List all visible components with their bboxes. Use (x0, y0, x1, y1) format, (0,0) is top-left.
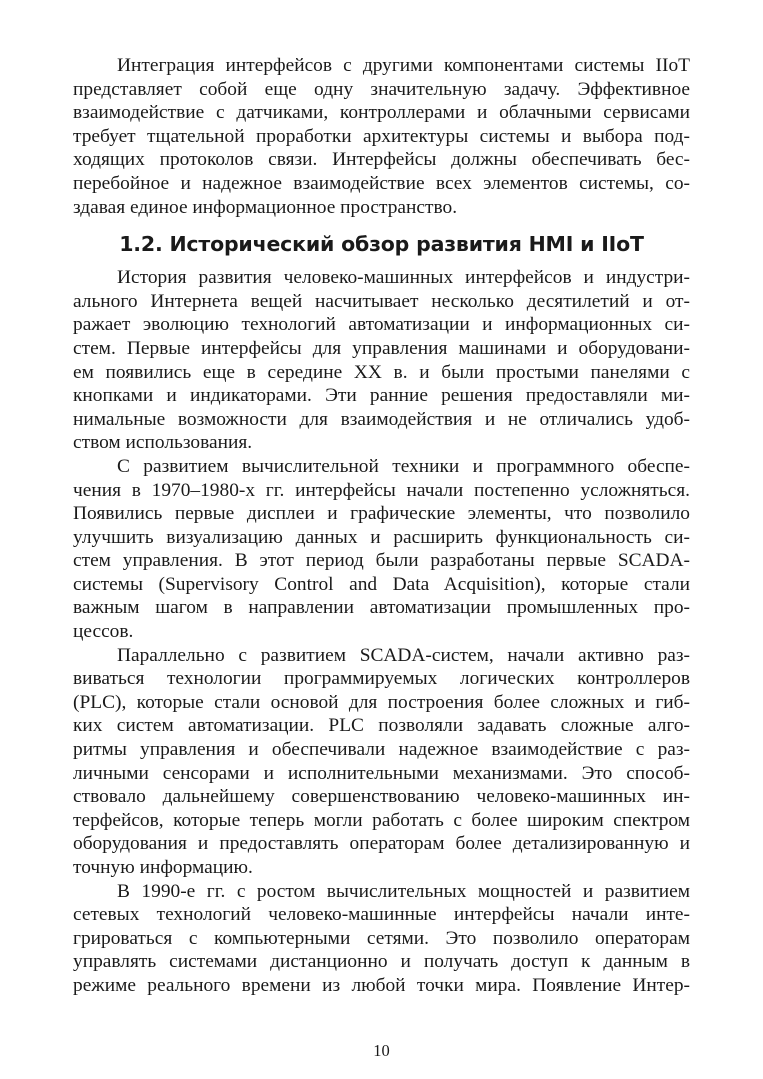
text-line: взаимодействие с датчиками, контроллерами и облачными сервисами (73, 102, 690, 124)
text-line: улучшить визуализацию данных и расширить функциональность си- (73, 526, 690, 548)
text-line: ем появились еще в середине XX в. и были простыми панелями с (73, 361, 690, 383)
intro-paragraph (73, 54, 690, 219)
text-line: стем. Первые интерфейсы для управления машинами и оборудовани- (73, 337, 690, 359)
text-line: личными сенсорами и исполнительными механизмами. Это способ- (73, 762, 690, 784)
text-line: стем управления. В этот период были разработаны первые SCADA- (73, 550, 690, 572)
text-line: Параллельно с развитием SCADA-систем, начали активно раз- (117, 644, 690, 666)
text-line: управлять системами дистанционно и получать доступ к данным в (73, 951, 690, 973)
text-line: кнопками и индикаторами. Эти ранние решения предоставляли ми- (73, 385, 690, 407)
page-number: 10 (373, 1041, 390, 1060)
text-line: С развитием вычислительной техники и программного обеспе- (117, 455, 690, 477)
text-line: Интеграция интерфейсов с другими компонентами системы IIoT (117, 55, 690, 76)
text-line: здавая единое информационное пространство. (73, 196, 458, 218)
paragraph-scada (73, 455, 690, 644)
text-line: перебойное и надежное взаимодействие всех элементов системы, со- (73, 172, 690, 194)
text-line: ством использования. (73, 432, 253, 454)
text-line: (PLC), которые стали основой для построения более сложных и гиб- (73, 691, 690, 713)
text-line: грироваться с компьютерными сетями. Это позволило операторам (73, 927, 690, 949)
text-line: В 1990-е гг. с ростом вычислительных мощностей и развитием (117, 880, 690, 902)
text-line: ствовало дальнейшему совершенствованию человеко-машинных ин- (73, 786, 690, 808)
text-line: важным шагом в направлении автоматизации промышленных про- (73, 597, 690, 619)
text-line: ких систем автоматизации. PLC позволяли задавать сложные алго- (73, 715, 690, 737)
text-line: требует тщательной проработки архитектуры системы и выбора под- (73, 125, 690, 147)
text-line: терфейсов, которые теперь могли работать с более широким спектром (73, 809, 690, 831)
page-body (73, 54, 690, 998)
paragraph-1990s (73, 880, 690, 998)
text-line: цессов. (73, 621, 134, 643)
text-line: История развития человеко-машинных интерфейсов и индустри- (117, 267, 690, 289)
text-line: Появились первые дисплеи и графические элементы, что позволило (73, 503, 690, 525)
paragraph-history (73, 266, 690, 455)
text-line: сетевых технологий человеко-машинные интерфейсы начали инте- (73, 904, 690, 926)
text-line: нимальные возможности для взаимодействия и не отличались удоб- (73, 408, 690, 430)
text-line: системы (Supervisory Control and Data Acquisition), которые стали (73, 573, 690, 595)
text-line: чения в 1970–1980-х гг. интерфейсы начали постепенно усложняться. (73, 479, 690, 501)
text-line: ходящих протоколов связи. Интерфейсы должны обеспечивать бес- (73, 149, 690, 171)
text-line: режиме реального времени из любой точки мира. Появление Интер- (73, 974, 690, 996)
text-line: оборудования и предоставлять операторам более детализированную и (73, 833, 690, 855)
text-line: виваться технологии программируемых логических контроллеров (73, 668, 690, 690)
text-line: точную информацию. (73, 857, 253, 878)
text-line: ражает эволюцию технологий автоматизации и информационных си- (73, 314, 690, 336)
text-line: ального Интернета вещей насчитывает несколько десятилетий и от- (73, 290, 690, 312)
paragraph-plc (73, 644, 690, 880)
text-line: ритмы управления и обеспечивали надежное взаимодействие с раз- (73, 739, 690, 761)
text-line: представляет собой еще одну значительную задачу. Эффективное (73, 78, 690, 100)
section-heading: 1.2. Исторический обзор развития HMI и IIoT (119, 232, 644, 257)
